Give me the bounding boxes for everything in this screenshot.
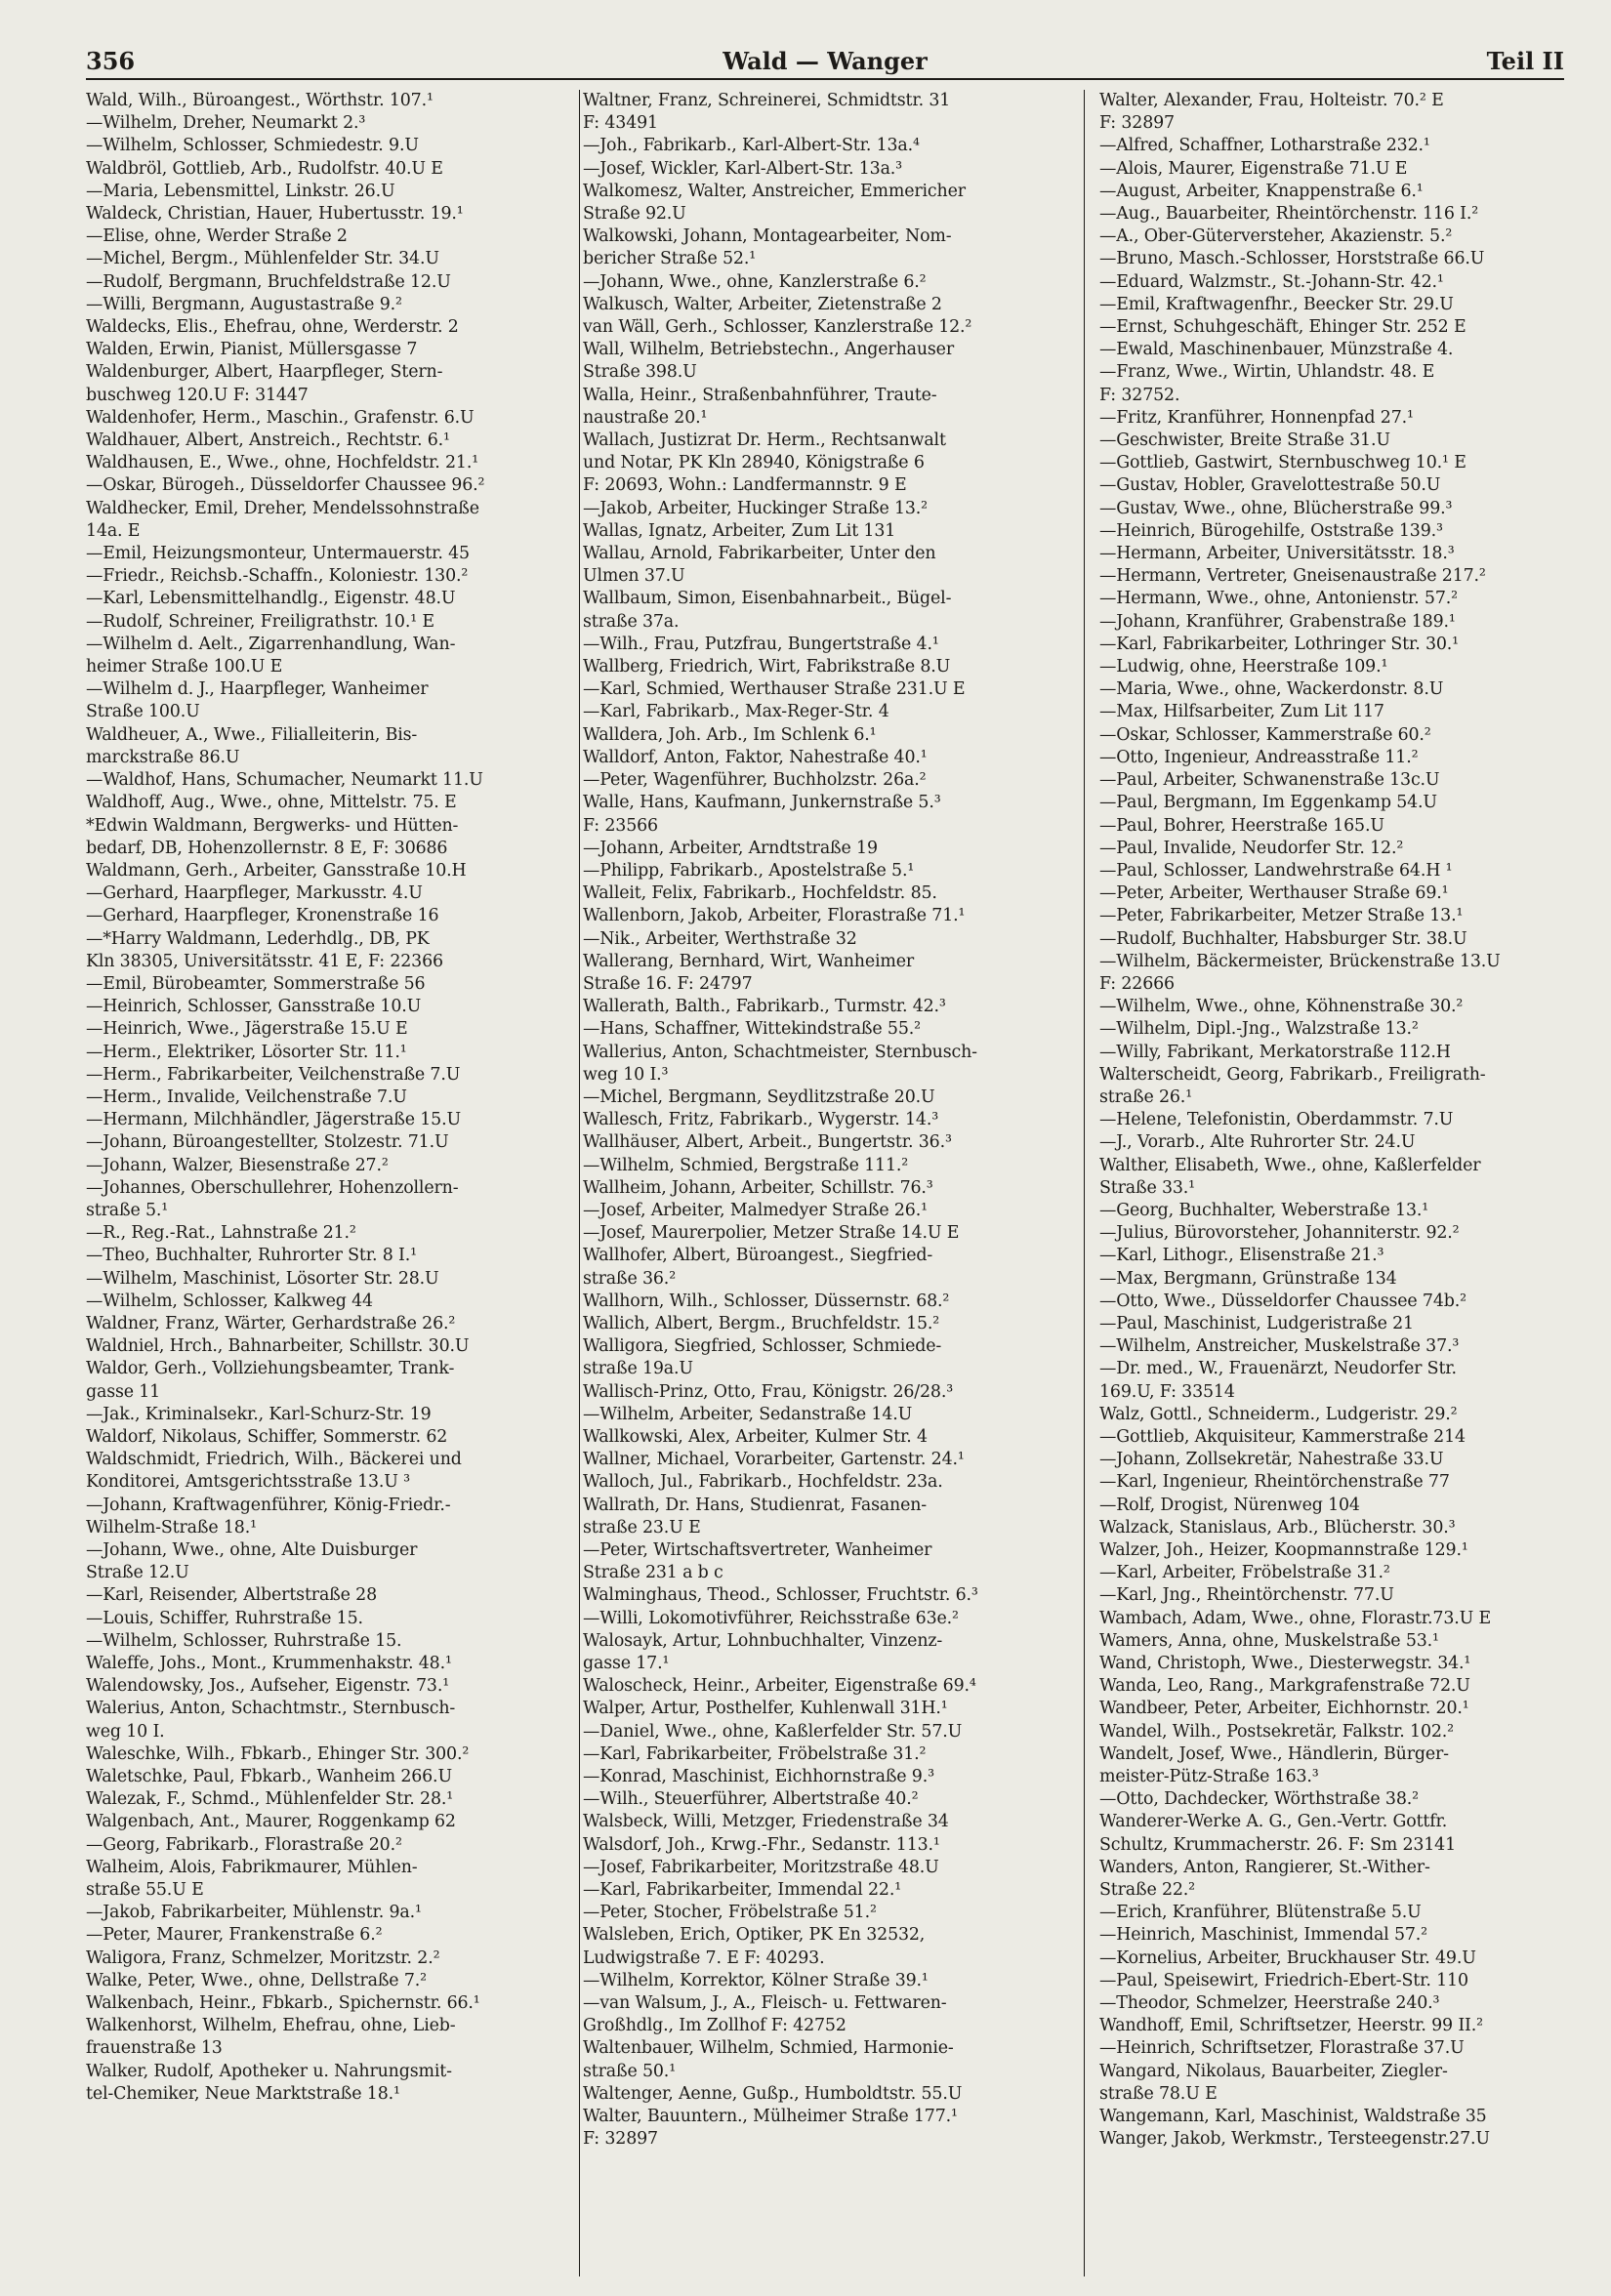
directory-entry-line: F: 32752.: [1099, 385, 1180, 405]
directory-entry-line: —Nik., Arbeiter, Werthstraße 32: [583, 928, 857, 949]
directory-entry-line: —Wilhelm, Maschinist, Lösorter Str. 28.U: [86, 1268, 439, 1289]
directory-entry-line: —Maria, Wwe., ohne, Wackerdonstr. 8.U: [1099, 679, 1444, 700]
directory-entry-line: —Josef, Maurerpolier, Metzer Straße 14.U E: [583, 1223, 960, 1244]
directory-entry-line: Wallisch-Prinz, Otto, Frau, Königstr. 26/28.³: [583, 1381, 954, 1402]
directory-entry-line: —Wilh., Steuerführer, Albertstraße 40.²: [583, 1789, 919, 1810]
directory-entry-line: Wanda, Leo, Rang., Markgrafenstraße 72.U: [1099, 1676, 1470, 1697]
directory-entry-line: —Eduard, Walzmstr., St.-Johann-Str. 42.¹: [1099, 271, 1444, 292]
directory-entry-line: Waletschke, Paul, Fbkarb., Wanheim 266.U: [86, 1767, 452, 1787]
directory-entry-line: Wallenborn, Jakob, Arbeiter, Florastraße 71.¹: [583, 906, 966, 926]
directory-entry-line: straße 55.U E: [86, 1880, 204, 1901]
directory-entry-line: —Johann, Kraftwagenführer, König-Friedr.-: [86, 1495, 451, 1515]
directory-entry-line: —A., Ober-Güterversteher, Akazienstr. 5.²: [1099, 226, 1453, 247]
directory-entry-line: Walkenbach, Heinr., Fbkarb., Spichernstr. 66.¹: [86, 1993, 480, 2014]
directory-entry-line: —van Walsum, J., A., Fleisch- u. Fettwaren-: [583, 1993, 947, 2014]
directory-entry-line: Straße 12.U: [86, 1563, 189, 1583]
directory-entry-line: Walsleben, Erich, Optiker, PK En 32532,: [583, 1925, 926, 1946]
directory-entry-line: Waleschke, Wilh., Fbkarb., Ehinger Str. 300.²: [86, 1743, 470, 1764]
directory-entry-line: —Johann, Arbeiter, Arndtstraße 19: [583, 838, 878, 858]
directory-entry-line: Waldor, Gerh., Vollziehungsbeamter, Trank-: [86, 1359, 455, 1379]
directory-entry-line: Walter, Bauuntern., Mülheimer Straße 177.¹: [583, 2107, 958, 2127]
directory-entry-line: Wallberg, Friedrich, Wirt, Fabrikstraße 8.U: [583, 657, 951, 677]
directory-entry-line: —Paul, Schlosser, Landwehrstraße 64.H ¹: [1099, 860, 1453, 881]
directory-entry-line: Ulmen 37.U: [583, 566, 685, 587]
directory-entry-line: straße 36.²: [583, 1268, 677, 1289]
directory-entry-line: Wallhofer, Albert, Büroangest., Siegfried-: [583, 1246, 933, 1266]
directory-entry-line: straße 23.U E: [583, 1517, 701, 1538]
directory-entry-line: —Hermann, Milchhändler, Jägerstraße 15.U: [86, 1110, 461, 1130]
column-divider: [579, 90, 580, 2276]
directory-entry-line: —Wilhelm, Korrektor, Kölner Straße 39.¹: [583, 1970, 929, 1990]
directory-entry-line: Wall, Wilhelm, Betriebstechn., Angerhauser: [583, 340, 954, 360]
directory-entry-line: Wanderer-Werke A. G., Gen.-Vertr. Gottfr.: [1099, 1812, 1448, 1832]
column-divider: [1084, 90, 1085, 2276]
directory-entry-line: —Wilhelm, Schlosser, Schmiedestr. 9.U: [86, 136, 419, 156]
directory-entry-line: —Heinrich, Schlosser, Gansstraße 10.U: [86, 997, 422, 1017]
directory-entry-line: Waldschmidt, Friedrich, Wilh., Bäckerei und: [86, 1450, 462, 1470]
directory-entry-line: Straße 100.U: [86, 702, 200, 722]
directory-entry-line: —R., Reg.-Rat., Lahnstraße 21.²: [86, 1223, 356, 1244]
directory-entry-line: Wanders, Anton, Rangierer, St.-Wither-: [1099, 1857, 1430, 1877]
directory-entry-line: —Wilhelm, Anstreicher, Muskelstraße 37.³: [1099, 1336, 1460, 1357]
directory-entry-line: Straße 33.¹: [1099, 1177, 1195, 1198]
directory-entry-line: weg 10 I.³: [583, 1064, 669, 1085]
directory-entry-line: —Dr. med., W., Frauenärzt, Neudorfer Str.: [1099, 1359, 1457, 1379]
directory-entry-line: marckstraße 86.U: [86, 747, 240, 767]
directory-entry-line: —Aug., Bauarbeiter, Rheintörchenstr. 116 I.²: [1099, 204, 1479, 225]
directory-entry-line: —Gustav, Hobler, Gravelottestraße 50.U: [1099, 475, 1441, 496]
directory-entry-line: Waldhoff, Aug., Wwe., ohne, Mittelstr. 75. E: [86, 793, 457, 813]
directory-entry-line: Waldhecker, Emil, Dreher, Mendelssohnstraße: [86, 498, 479, 518]
directory-entry-line: —Paul, Speisewirt, Friedrich-Ebert-Str. 110: [1099, 1970, 1468, 1990]
directory-entry-line: straße 19a.U: [583, 1359, 693, 1379]
directory-entry-line: —Paul, Arbeiter, Schwanenstraße 13c.U: [1099, 770, 1440, 791]
directory-entry-line: —Franz, Wwe., Wirtin, Uhlandstr. 48. E: [1099, 362, 1435, 383]
directory-entry-line: F: 23566: [583, 815, 658, 836]
directory-entry-line: —Josef, Arbeiter, Malmedyer Straße 26.¹: [583, 1200, 928, 1220]
column-3: [1099, 90, 1576, 2151]
directory-entry-line: —Heinrich, Wwe., Jägerstraße 15.U E: [86, 1019, 408, 1040]
directory-entry-line: —Wilhelm, Bäckermeister, Brückenstraße 13.U: [1099, 951, 1501, 971]
directory-entry-line: Straße 16. F: 24797: [583, 973, 753, 994]
directory-entry-line: —Georg, Fabrikarb., Florastraße 20.²: [86, 1834, 402, 1855]
directory-entry-line: Walker, Rudolf, Apotheker u. Nahrungsmit-: [86, 2061, 452, 2081]
directory-entry-line: —Wilhelm, Schmied, Bergstraße 111.²: [583, 1155, 909, 1175]
directory-entry-line: F: 20693, Wohn.: Landfermannstr. 9 E: [583, 475, 907, 496]
directory-entry-line: —Max, Bergmann, Grünstraße 134: [1099, 1268, 1397, 1289]
directory-entry-line: —Alfred, Schaffner, Lotharstraße 232.¹: [1099, 136, 1430, 156]
directory-entry-line: —Rudolf, Schreiner, Freiligrathstr. 10.¹ E: [86, 611, 434, 632]
directory-entry-line: Walper, Artur, Posthelfer, Kuhlenwall 31H.¹: [583, 1699, 948, 1719]
directory-entry-line: Walldorf, Anton, Faktor, Nahestraße 40.¹: [583, 747, 928, 767]
directory-entry-line: Wallesch, Fritz, Fabrikarb., Wygerstr. 14.³: [583, 1110, 939, 1130]
directory-entry-line: Wallrath, Dr. Hans, Studienrat, Fasanen-: [583, 1495, 928, 1515]
directory-entry-line: Wangemann, Karl, Maschinist, Waldstraße 35: [1099, 2107, 1487, 2127]
directory-entry-line: —Karl, Reisender, Albertstraße 28: [86, 1585, 377, 1606]
part-label: Teil II: [1486, 47, 1564, 75]
directory-entry-line: —J., Vorarb., Alte Ruhrorter Str. 24.U: [1099, 1132, 1416, 1153]
directory-entry-line: Konditorei, Amtsgerichtsstraße 13.U ³: [86, 1472, 410, 1493]
directory-entry-line: —Erich, Kranführer, Blütenstraße 5.U: [1099, 1903, 1422, 1923]
directory-entry-line: F: 43491: [583, 113, 658, 134]
directory-entry-line: —Max, Hilfsarbeiter, Zum Lit 117: [1099, 702, 1384, 722]
directory-entry-line: —Paul, Invalide, Neudorfer Str. 12.²: [1099, 838, 1404, 858]
directory-entry-line: —Wilhelm, Schlosser, Kalkweg 44: [86, 1291, 373, 1311]
directory-entry-line: —Willi, Bergmann, Augustastraße 9.²: [86, 294, 402, 314]
directory-entry-line: —Emil, Kraftwagenfhr., Beecker Str. 29.U: [1099, 294, 1454, 314]
directory-entry-line: —Gustav, Wwe., ohne, Blücherstraße 99.³: [1099, 498, 1453, 518]
directory-entry-line: —Johann, Zollsekretär, Nahestraße 33.U: [1099, 1450, 1444, 1470]
directory-entry-line: Wandhoff, Emil, Schriftsetzer, Heerstr. 99 II.²: [1099, 2016, 1483, 2036]
directory-entry-line: —Alois, Maurer, Eigenstraße 71.U E: [1099, 158, 1408, 179]
directory-entry-line: Walheim, Alois, Fabrikmaurer, Mühlen-: [86, 1857, 418, 1877]
directory-entry-line: van Wäll, Gerh., Schlosser, Kanzlerstraße 12.²: [583, 317, 972, 338]
directory-entry-line: —Willi, Lokomotivführer, Reichsstraße 63e.²: [583, 1608, 959, 1628]
directory-entry-line: Wallau, Arnold, Fabrikarbeiter, Unter den: [583, 544, 936, 564]
directory-entry-line: —Ludwig, ohne, Heerstraße 109.¹: [1099, 657, 1388, 677]
directory-entry-line: —Peter, Wirtschaftsvertreter, Wanheimer: [583, 1540, 932, 1560]
directory-entry-line: —Hermann, Arbeiter, Universitätsstr. 18.³: [1099, 544, 1455, 564]
directory-entry-line: —Rolf, Drogist, Nürenweg 104: [1099, 1495, 1360, 1515]
column-1: [86, 90, 574, 2106]
directory-entry-line: —Gerhard, Haarpfleger, Kronenstraße 16: [86, 906, 439, 926]
directory-entry-line: —Ewald, Maschinenbauer, Münzstraße 4.: [1099, 340, 1454, 360]
directory-entry-line: —Louis, Schiffer, Ruhrstraße 15.: [86, 1608, 363, 1628]
directory-entry-line: —Wilhelm, Arbeiter, Sedanstraße 14.U: [583, 1404, 913, 1424]
directory-entry-line: —Michel, Bergm., Mühlenfelder Str. 34.U: [86, 249, 439, 269]
directory-entry-line: Waltenger, Aenne, Gußp., Humboldtstr. 55.U: [583, 2083, 963, 2104]
directory-entry-line: —Wilh., Frau, Putzfrau, Bungertstraße 4.¹: [583, 634, 939, 654]
directory-entry-line: Walke, Peter, Wwe., ohne, Dellstraße 7.²: [86, 1970, 427, 1990]
directory-entry-line: Wanger, Jakob, Werkmstr., Tersteegenstr.27.U: [1099, 2129, 1490, 2150]
directory-entry-line: Waldner, Franz, Wärter, Gerhardstraße 26.²: [86, 1313, 456, 1333]
directory-entry-line: F: 22666: [1099, 973, 1175, 994]
directory-entry-line: —Fritz, Kranführer, Honnenpfad 27.¹: [1099, 407, 1414, 428]
directory-entry-line: Walzack, Stanislaus, Arb., Blücherstr. 30.³: [1099, 1517, 1456, 1538]
directory-entry-line: Waleffe, Johs., Mont., Krummenhakstr. 48.¹: [86, 1654, 452, 1674]
directory-entry-line: —Bruno, Masch.-Schlosser, Horststraße 66.U: [1099, 249, 1485, 269]
directory-entry-line: Wandelt, Josef, Wwe., Händlerin, Bürger-: [1099, 1743, 1449, 1764]
directory-entry-line: Waltner, Franz, Schreinerei, Schmidtstr. 31: [583, 91, 951, 110]
directory-entry-line: —Karl, Lebensmittelhandlg., Eigenstr. 48.U: [86, 589, 456, 609]
directory-entry-line: straße 50.¹: [583, 2061, 677, 2081]
directory-entry-line: —Karl, Arbeiter, Fröbelstraße 31.²: [1099, 1563, 1390, 1583]
directory-entry-line: F: 32897: [1099, 113, 1175, 134]
directory-entry-line: Waligora, Franz, Schmelzer, Moritzstr. 2.²: [86, 1948, 440, 1968]
directory-entry-line: Walosayk, Artur, Lohnbuchhalter, Vinzenz-: [583, 1630, 943, 1651]
directory-entry-line: Waldmann, Gerh., Arbeiter, Gansstraße 10.H: [86, 860, 467, 881]
directory-entry-line: Walther, Elisabeth, Wwe., ohne, Kaßlerfelder: [1099, 1155, 1481, 1175]
directory-entry-line: —Elise, ohne, Werder Straße 2: [86, 226, 348, 247]
directory-entry-line: Waldbröl, Gottlieb, Arb., Rudolfstr. 40.U E: [86, 158, 443, 179]
directory-entry-line: —*Harry Waldmann, Lederhdlg., DB, PK: [86, 928, 430, 949]
directory-entry-line: straße 37a.: [583, 611, 680, 632]
directory-entry-line: —Gottlieb, Akquisiteur, Kammerstraße 214: [1099, 1426, 1466, 1447]
directory-entry-line: gasse 11: [86, 1381, 161, 1402]
directory-entry-line: straße 78.U E: [1099, 2083, 1218, 2104]
directory-entry-line: —Konrad, Maschinist, Eichhornstraße 9.³: [583, 1767, 934, 1787]
directory-entry-line: Wangard, Nikolaus, Bauarbeiter, Ziegler-: [1099, 2061, 1448, 2081]
directory-entry-line: —Paul, Maschinist, Ludgeristraße 21: [1099, 1313, 1414, 1333]
directory-entry-line: Walzer, Joh., Heizer, Koopmannstraße 129.¹: [1099, 1540, 1468, 1560]
directory-entry-line: Waldhausen, E., Wwe., ohne, Hochfeldstr. 21.¹: [86, 453, 479, 473]
directory-entry-line: —Oskar, Schlosser, Kammerstraße 60.²: [1099, 724, 1431, 745]
directory-entry-line: —Heinrich, Bürogehilfe, Oststraße 139.³: [1099, 520, 1443, 541]
directory-entry-line: —Otto, Dachdecker, Wörthstraße 38.²: [1099, 1789, 1419, 1810]
directory-entry-line: —Wilhelm, Dreher, Neumarkt 2.³: [86, 113, 366, 134]
directory-entry-line: straße 26.¹: [1099, 1086, 1193, 1107]
directory-entry-line: —Waldhof, Hans, Schumacher, Neumarkt 11.U: [86, 770, 483, 791]
directory-entry-line: —Gerhard, Haarpfleger, Markusstr. 4.U: [86, 883, 423, 904]
directory-entry-line: —Maria, Lebensmittel, Linkstr. 26.U: [86, 181, 395, 201]
directory-entry-line: —Karl, Ingenieur, Rheintörchenstraße 77: [1099, 1472, 1450, 1493]
directory-entry-line: Wand, Christoph, Wwe., Diesterwegstr. 34.¹: [1099, 1654, 1471, 1674]
directory-entry-line: Wallerius, Anton, Schachtmeister, Sternbusch-: [583, 1042, 977, 1062]
directory-entry-line: —Theodor, Schmelzer, Heerstraße 240.³: [1099, 1993, 1440, 2014]
directory-entry-line: Großhdlg., Im Zollhof F: 42752: [583, 2016, 847, 2036]
directory-entry-line: —Josef, Wickler, Karl-Albert-Str. 13a.³: [583, 158, 902, 179]
directory-entry-line: Waltenbauer, Wilhelm, Schmied, Harmonie-: [583, 2038, 954, 2059]
directory-entry-line: Walerius, Anton, Schachtmstr., Sternbusch-: [86, 1699, 456, 1719]
page-header: [86, 43, 1564, 80]
directory-entry-line: —Heinrich, Maschinist, Immendal 57.²: [1099, 1925, 1427, 1946]
directory-entry-line: —Jak., Kriminalsekr., Karl-Schurz-Str. 19: [86, 1404, 432, 1424]
directory-entry-line: —Johann, Wwe., ohne, Alte Duisburger: [86, 1540, 418, 1560]
directory-entry-line: —Daniel, Wwe., ohne, Kaßlerfelder Str. 57.U: [583, 1721, 963, 1742]
directory-entry-line: —August, Arbeiter, Knappenstraße 6.¹: [1099, 181, 1424, 201]
directory-entry-line: —Johannes, Oberschullehrer, Hohenzollern-: [86, 1177, 459, 1198]
directory-entry-line: Wambach, Adam, Wwe., ohne, Florastr.73.U E: [1099, 1608, 1492, 1628]
directory-entry-line: —Karl, Jng., Rheintörchenstr. 77.U: [1099, 1585, 1394, 1606]
directory-entry-line: Walla, Heinr., Straßenbahnführer, Traute-: [583, 385, 937, 405]
directory-entry-line: —Julius, Bürovorsteher, Johanniterstr. 92.²: [1099, 1223, 1460, 1244]
directory-entry-line: Waldeck, Christian, Hauer, Hubertusstr. 19.¹: [86, 204, 464, 225]
directory-entry-line: —Hermann, Wwe., ohne, Antonienstr. 57.²: [1099, 589, 1458, 609]
directory-entry-line: —Paul, Bergmann, Im Eggenkamp 54.U: [1099, 793, 1437, 813]
directory-entry-line: —Joh., Fabrikarb., Karl-Albert-Str. 13a.⁴: [583, 136, 920, 156]
directory-entry-line: Wandel, Wilh., Postsekretär, Falkstr. 102.²: [1099, 1721, 1454, 1742]
directory-entry-line: —Herm., Invalide, Veilchenstraße 7.U: [86, 1086, 407, 1107]
directory-entry-line: —Ernst, Schuhgeschäft, Ehinger Str. 252 E: [1099, 317, 1466, 338]
directory-entry-line: Walkowski, Johann, Montagearbeiter, Nom-: [583, 226, 952, 247]
directory-entry-line: Waldenhofer, Herm., Maschin., Grafenstr. 6.U: [86, 407, 475, 428]
directory-entry-line: —Josef, Fabrikarbeiter, Moritzstraße 48.U: [583, 1857, 939, 1877]
directory-entry-line: —Philipp, Fabrikarb., Apostelstraße 5.¹: [583, 860, 915, 881]
directory-entry-line: —Theo, Buchhalter, Ruhrorter Str. 8 I.¹: [86, 1246, 417, 1266]
directory-entry-line: —Karl, Fabrikarb., Max-Reger-Str. 4: [583, 702, 889, 722]
directory-entry-line: Wallhäuser, Albert, Arbeit., Bungertstr. 36.³: [583, 1132, 952, 1153]
directory-entry-line: Wamers, Anna, ohne, Muskelstraße 53.¹: [1099, 1630, 1439, 1651]
directory-entry-line: Walden, Erwin, Pianist, Müllersgasse 7: [86, 340, 418, 360]
directory-entry-line: —Peter, Maurer, Frankenstraße 6.²: [86, 1925, 383, 1946]
directory-entry-line: Walldera, Joh. Arb., Im Schlenk 6.¹: [583, 724, 877, 745]
directory-entry-line: Walloch, Jul., Fabrikarb., Hochfeldstr. 23a.: [583, 1472, 943, 1493]
directory-entry-line: —Karl, Fabrikarbeiter, Lothringer Str. 30.¹: [1099, 634, 1459, 654]
directory-entry-line: Straße 92.U: [583, 204, 686, 225]
directory-entry-line: Wallheim, Johann, Arbeiter, Schillstr. 76.³: [583, 1177, 933, 1198]
directory-entry-line: —Wilhelm, Wwe., ohne, Köhnenstraße 30.²: [1099, 997, 1464, 1017]
directory-entry-line: Straße 398.U: [583, 362, 697, 383]
directory-entry-line: Walleit, Felix, Fabrikarb., Hochfeldstr. 85.: [583, 883, 937, 904]
directory-entry-line: —Wilhelm, Dipl.-Jng., Walzstraße 13.²: [1099, 1019, 1419, 1040]
directory-entry-line: —Peter, Arbeiter, Werthauser Straße 69.¹: [1099, 883, 1449, 904]
page-number: 356: [86, 47, 136, 75]
directory-entry-line: Straße 22.²: [1099, 1880, 1195, 1901]
directory-entry-line: —Jakob, Arbeiter, Huckinger Straße 13.²: [583, 498, 928, 518]
directory-entry-line: Wandbeer, Peter, Arbeiter, Eichhornstr. 20.¹: [1099, 1699, 1469, 1719]
directory-entry-line: —Karl, Lithogr., Elisenstraße 21.³: [1099, 1246, 1384, 1266]
directory-entry-line: naustraße 20.¹: [583, 407, 708, 428]
directory-entry-line: *Edwin Waldmann, Bergwerks- und Hütten-: [86, 815, 459, 836]
directory-entry-line: Walkomesz, Walter, Anstreicher, Emmericher: [583, 181, 966, 201]
directory-entry-line: —Kornelius, Arbeiter, Bruckhauser Str. 49.U: [1099, 1948, 1476, 1968]
directory-entry-line: —Karl, Fabrikarbeiter, Fröbelstraße 31.²: [583, 1743, 927, 1764]
directory-entry-line: frauenstraße 13: [86, 2038, 223, 2059]
directory-entry-line: Wallich, Albert, Bergm., Bruchfeldstr. 15.²: [583, 1313, 940, 1333]
directory-entry-line: bericher Straße 52.¹: [583, 249, 757, 269]
directory-entry-line: Walkenhorst, Wilhelm, Ehefrau, ohne, Lieb-: [86, 2016, 456, 2036]
directory-entry-line: bedarf, DB, Hohenzollernstr. 8 E, F: 30686: [86, 838, 448, 858]
directory-entry-line: Walterscheidt, Georg, Fabrikarb., Freiligrath-: [1099, 1064, 1486, 1085]
directory-entry-line: Walgenbach, Ant., Maurer, Roggenkamp 62: [86, 1812, 456, 1832]
directory-entry-line: —Heinrich, Schriftsetzer, Florastraße 37.U: [1099, 2038, 1465, 2059]
directory-entry-line: —Peter, Stocher, Fröbelstraße 51.²: [583, 1903, 877, 1923]
directory-entry-line: straße 5.¹: [86, 1200, 169, 1220]
directory-entry-line: —Hermann, Vertreter, Gneisenaustraße 217.²: [1099, 566, 1486, 587]
directory-entry-line: Waldecks, Elis., Ehefrau, ohne, Werderstr. 2: [86, 317, 459, 338]
directory-entry-line: 169.U, F: 33514: [1099, 1381, 1235, 1402]
directory-entry-line: Wilhelm-Straße 18.¹: [86, 1517, 257, 1538]
directory-entry-line: Wallas, Ignatz, Arbeiter, Zum Lit 131: [583, 520, 896, 541]
directory-entry-line: Straße 231 a b c: [583, 1563, 723, 1583]
directory-entry-line: —Karl, Schmied, Werthauser Straße 231.U E: [583, 679, 966, 700]
directory-entry-line: tel-Chemiker, Neue Marktstraße 18.¹: [86, 2083, 400, 2104]
directory-entry-line: Walle, Hans, Kaufmann, Junkernstraße 5.³: [583, 793, 941, 813]
directory-entry-line: —Paul, Bohrer, Heerstraße 165.U: [1099, 815, 1384, 836]
directory-entry-line: Walkusch, Walter, Arbeiter, Zietenstraße 2: [583, 294, 942, 314]
directory-entry-line: Wallbaum, Simon, Eisenbahnarbeit., Bügel-: [583, 589, 952, 609]
directory-entry-line: Wallner, Michael, Vorarbeiter, Gartenstr. 24.¹: [583, 1450, 965, 1470]
directory-entry-line: Waldorf, Nikolaus, Schiffer, Sommerstr. 62: [86, 1426, 448, 1447]
directory-entry-line: —Johann, Kranführer, Grabenstraße 189.¹: [1099, 611, 1456, 632]
directory-entry-line: Waldenburger, Albert, Haarpfleger, Stern-: [86, 362, 443, 383]
directory-entry-line: Walezak, F., Schmd., Mühlenfelder Str. 28.¹: [86, 1789, 454, 1810]
directory-entry-line: und Notar, PK Kln 28940, Königstraße 6: [583, 453, 925, 473]
directory-entry-line: weg 10 I.: [86, 1721, 165, 1742]
directory-entry-line: —Georg, Buchhalter, Weberstraße 13.¹: [1099, 1200, 1429, 1220]
directory-entry-line: —Herm., Fabrikarbeiter, Veilchenstraße 7.U: [86, 1064, 461, 1085]
directory-entry-line: meister-Pütz-Straße 163.³: [1099, 1767, 1319, 1787]
directory-entry-line: —Rudolf, Buchhalter, Habsburger Str. 38.U: [1099, 928, 1467, 949]
directory-entry-line: Walter, Alexander, Frau, Holteistr. 70.² E: [1099, 91, 1444, 110]
column-2: [583, 90, 1069, 2151]
directory-entry-line: Wallerang, Bernhard, Wirt, Wanheimer: [583, 951, 915, 971]
running-title: Wald — Wanger: [723, 47, 928, 75]
directory-entry-line: Waldheuer, A., Wwe., Filialleiterin, Bis-: [86, 724, 418, 745]
directory-entry-line: —Otto, Wwe., Düsseldorfer Chaussee 74b.²: [1099, 1291, 1466, 1311]
directory-entry-line: —Friedr., Reichsb.-Schaffn., Koloniestr. 130.²: [86, 566, 469, 587]
directory-entry-line: F: 32897: [583, 2129, 658, 2150]
directory-entry-line: —Johann, Büroangestellter, Stolzestr. 71.U: [86, 1132, 449, 1153]
directory-entry-line: Walendowsky, Jos., Aufseher, Eigenstr. 73.¹: [86, 1676, 450, 1697]
directory-entry-line: —Peter, Fabrikarbeiter, Metzer Straße 13.¹: [1099, 906, 1464, 926]
directory-entry-line: —Willy, Fabrikant, Merkatorstraße 112.H: [1099, 1042, 1451, 1062]
directory-entry-line: Walminghaus, Theod., Schlosser, Fruchtstr. 6.³: [583, 1585, 978, 1606]
directory-entry-line: —Helene, Telefonistin, Oberdammstr. 7.U: [1099, 1110, 1454, 1130]
directory-entry-line: Wald, Wilh., Büroangest., Wörthstr. 107.¹: [86, 91, 434, 110]
directory-entry-line: —Oskar, Bürogeh., Düsseldorfer Chaussee 96.²: [86, 475, 485, 496]
directory-entry-line: —Geschwister, Breite Straße 31.U: [1099, 430, 1390, 451]
directory-entry-line: heimer Straße 100.U E: [86, 657, 283, 677]
directory-entry-line: Wallkowski, Alex, Arbeiter, Kulmer Str. 4: [583, 1426, 928, 1447]
directory-entry-line: —Wilhelm d. J., Haarpfleger, Wanheimer: [86, 679, 429, 700]
directory-entry-line: —Peter, Wagenführer, Buchholzstr. 26a.²: [583, 770, 927, 791]
directory-entry-line: —Herm., Elektriker, Lösorter Str. 11.¹: [86, 1042, 407, 1062]
directory-entry-line: Waloscheck, Heinr., Arbeiter, Eigenstraße 69.⁴: [583, 1676, 976, 1697]
directory-entry-line: —Rudolf, Bergmann, Bruchfeldstraße 12.U: [86, 271, 451, 292]
directory-entry-line: Schultz, Krummacherstr. 26. F: Sm 23141: [1099, 1834, 1457, 1855]
directory-entry-line: —Jakob, Fabrikarbeiter, Mühlenstr. 9a.¹: [86, 1903, 422, 1923]
directory-entry-line: Ludwigstraße 7. E F: 40293.: [583, 1948, 825, 1968]
directory-entry-line: Wallerath, Balth., Fabrikarb., Turmstr. 42.³: [583, 997, 946, 1017]
directory-entry-line: Waldniel, Hrch., Bahnarbeiter, Schillstr. 30.U: [86, 1336, 470, 1357]
directory-entry-line: Waldhauer, Albert, Anstreich., Rechtstr. 6.¹: [86, 430, 450, 451]
directory-entry-line: —Johann, Wwe., ohne, Kanzlerstraße 6.²: [583, 271, 927, 292]
directory-entry-line: —Gottlieb, Gastwirt, Sternbuschweg 10.¹ E: [1099, 453, 1466, 473]
directory-entry-line: buschweg 120.U F: 31447: [86, 385, 309, 405]
directory-entry-line: —Wilhelm d. Aelt., Zigarrenhandlung, Wan-: [86, 634, 456, 654]
directory-entry-line: —Karl, Fabrikarbeiter, Immendal 22.¹: [583, 1880, 902, 1901]
directory-entry-line: Walligora, Siegfried, Schlosser, Schmiede-: [583, 1336, 942, 1357]
directory-entry-line: Wallach, Justizrat Dr. Herm., Rechtsanwalt: [583, 430, 946, 451]
directory-entry-line: —Johann, Walzer, Biesenstraße 27.²: [86, 1155, 389, 1175]
directory-entry-line: —Emil, Heizungsmonteur, Untermauerstr. 45: [86, 544, 470, 564]
directory-entry-line: Walsdorf, Joh., Krwg.-Fhr., Sedanstr. 113.¹: [583, 1834, 940, 1855]
directory-entry-line: Kln 38305, Universitätsstr. 41 E, F: 22366: [86, 951, 443, 971]
directory-entry-line: —Michel, Bergmann, Seydlitzstraße 20.U: [583, 1086, 935, 1107]
directory-entry-line: Walsbeck, Willi, Metzger, Friedenstraße 34: [583, 1812, 949, 1832]
directory-entry-line: —Hans, Schaffner, Wittekindstraße 55.²: [583, 1019, 921, 1040]
directory-entry-line: —Otto, Ingenieur, Andreasstraße 11.²: [1099, 747, 1419, 767]
directory-entry-line: Walz, Gottl., Schneiderm., Ludgeristr. 29.²: [1099, 1404, 1458, 1424]
directory-entry-line: gasse 17.¹: [583, 1654, 670, 1674]
directory-entry-line: 14a. E: [86, 520, 141, 541]
directory-entry-line: Wallhorn, Wilh., Schlosser, Düssernstr. 68.²: [583, 1291, 950, 1311]
directory-entry-line: —Emil, Bürobeamter, Sommerstraße 56: [86, 973, 426, 994]
directory-entry-line: —Wilhelm, Schlosser, Ruhrstraße 15.: [86, 1630, 402, 1651]
